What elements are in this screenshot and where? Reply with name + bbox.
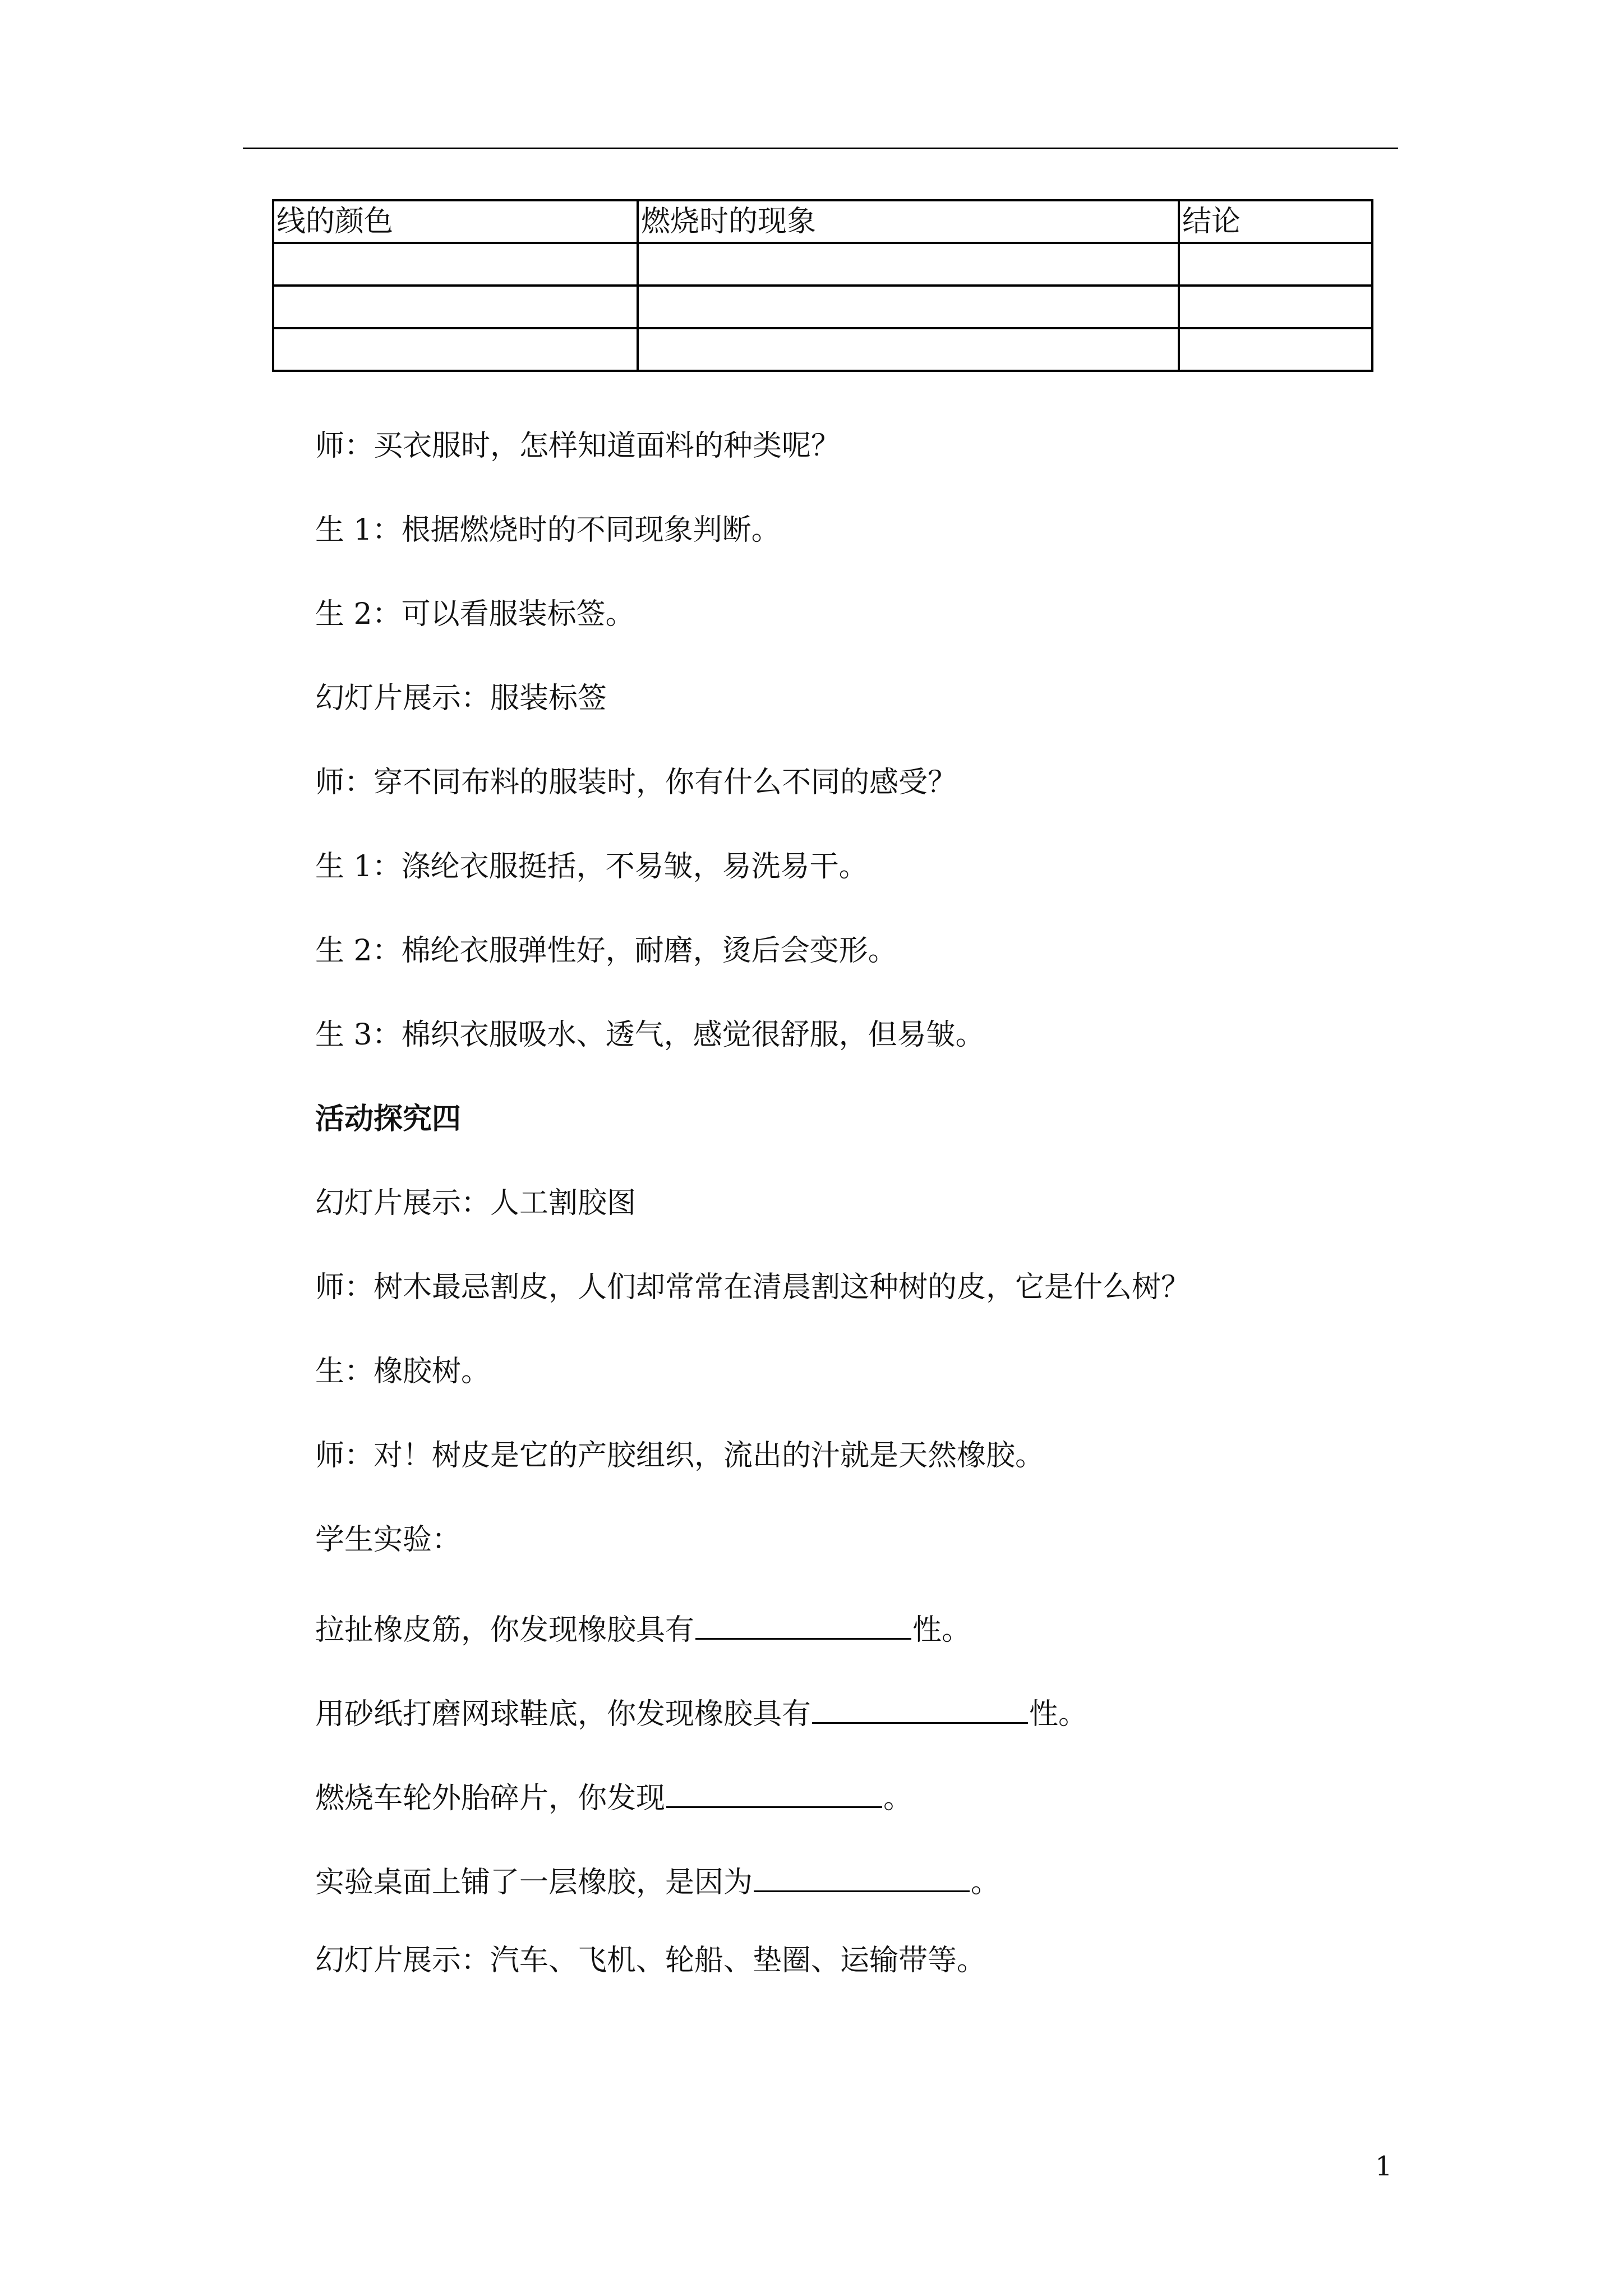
table-row: [273, 286, 1372, 328]
paragraph-teacher-question: 师：买衣服时，怎样知道面料的种类呢？: [315, 429, 841, 463]
paragraph-slide-label: 幻灯片展示：服装标签: [315, 682, 607, 715]
fill-line: [315, 1857, 1000, 1902]
burning-test-table: [272, 199, 1373, 372]
table-cell: [273, 286, 638, 328]
fill-line: [315, 1604, 971, 1650]
page-number: 1: [1375, 2151, 1393, 2182]
header-thread-color: 线的颜色: [273, 200, 638, 243]
paragraph-teacher-question: 师：树木最忌割皮，人们却常常在清晨割这种树的皮，它是什么树？: [315, 1271, 1191, 1304]
table-row: [273, 243, 1372, 286]
table-cell: [638, 243, 1179, 286]
paragraph-student3-answer: 生 3：棉织衣服吸水、透气，感觉很舒服，但易皱。: [315, 1018, 985, 1052]
fill-blank: [812, 1688, 1028, 1724]
fill-line-suffix: 。: [971, 1866, 1000, 1899]
paragraph-slide-closing: 幻灯片展示：汽车、飞机、轮船、垫圈、运输带等。: [315, 1944, 986, 1977]
fill-line-text: 拉扯橡皮筋，你发现橡胶具有: [315, 1613, 695, 1647]
table-cell: [1179, 328, 1372, 371]
paragraph-student2-answer: 生 2：可以看服装标签。: [315, 597, 635, 631]
header-burning-phenomenon: 燃烧时的现象: [638, 200, 1179, 243]
table-cell: [273, 328, 638, 371]
fill-line: [315, 1688, 1087, 1734]
section-heading: 活动探究四: [315, 1102, 462, 1136]
paragraph-experiment-label: 学生实验：: [315, 1523, 462, 1557]
paragraph-teacher-statement: 师：对！树皮是它的产胶组织，流出的汁就是天然橡胶。: [315, 1439, 1045, 1473]
header-conclusion: 结论: [1179, 200, 1372, 243]
fill-blank: [695, 1604, 911, 1640]
fill-line-suffix: 性。: [1029, 1697, 1088, 1731]
fill-line-text: 燃烧车轮外胎碎片，你发现: [315, 1782, 666, 1815]
table-row: [273, 328, 1372, 371]
table-cell: [1179, 286, 1372, 328]
fill-line-suffix: 性。: [912, 1613, 971, 1647]
paragraph-student1-answer: 生 1：涤纶衣服挺括，不易皱，易洗易干。: [315, 850, 868, 884]
table-cell: [638, 286, 1179, 328]
paragraph-student1-answer: 生 1：根据燃烧时的不同现象判断。: [315, 513, 781, 547]
table-cell: [273, 243, 638, 286]
paragraph-student2-answer: 生 2：棉纶衣服弹性好，耐磨，烫后会变形。: [315, 934, 897, 968]
fill-blank: [754, 1857, 970, 1892]
fill-line-text: 实验桌面上铺了一层橡胶，是因为: [315, 1866, 753, 1899]
fill-blank: [666, 1773, 882, 1808]
paragraph-teacher-question: 师：穿不同布料的服装时，你有什么不同的感受？: [315, 766, 957, 799]
table-cell: [1179, 243, 1372, 286]
fill-line-text: 用砂纸打磨网球鞋底，你发现橡胶具有: [315, 1697, 811, 1731]
fill-line-suffix: 。: [883, 1782, 913, 1815]
fill-line: [315, 1773, 912, 1818]
paragraph-slide-label: 幻灯片展示：人工割胶图: [315, 1186, 637, 1220]
table-cell: [638, 328, 1179, 371]
table-header-row: [273, 200, 1372, 243]
paragraph-student-answer: 生：橡胶树。: [315, 1355, 491, 1388]
header-rule: [243, 148, 1398, 149]
